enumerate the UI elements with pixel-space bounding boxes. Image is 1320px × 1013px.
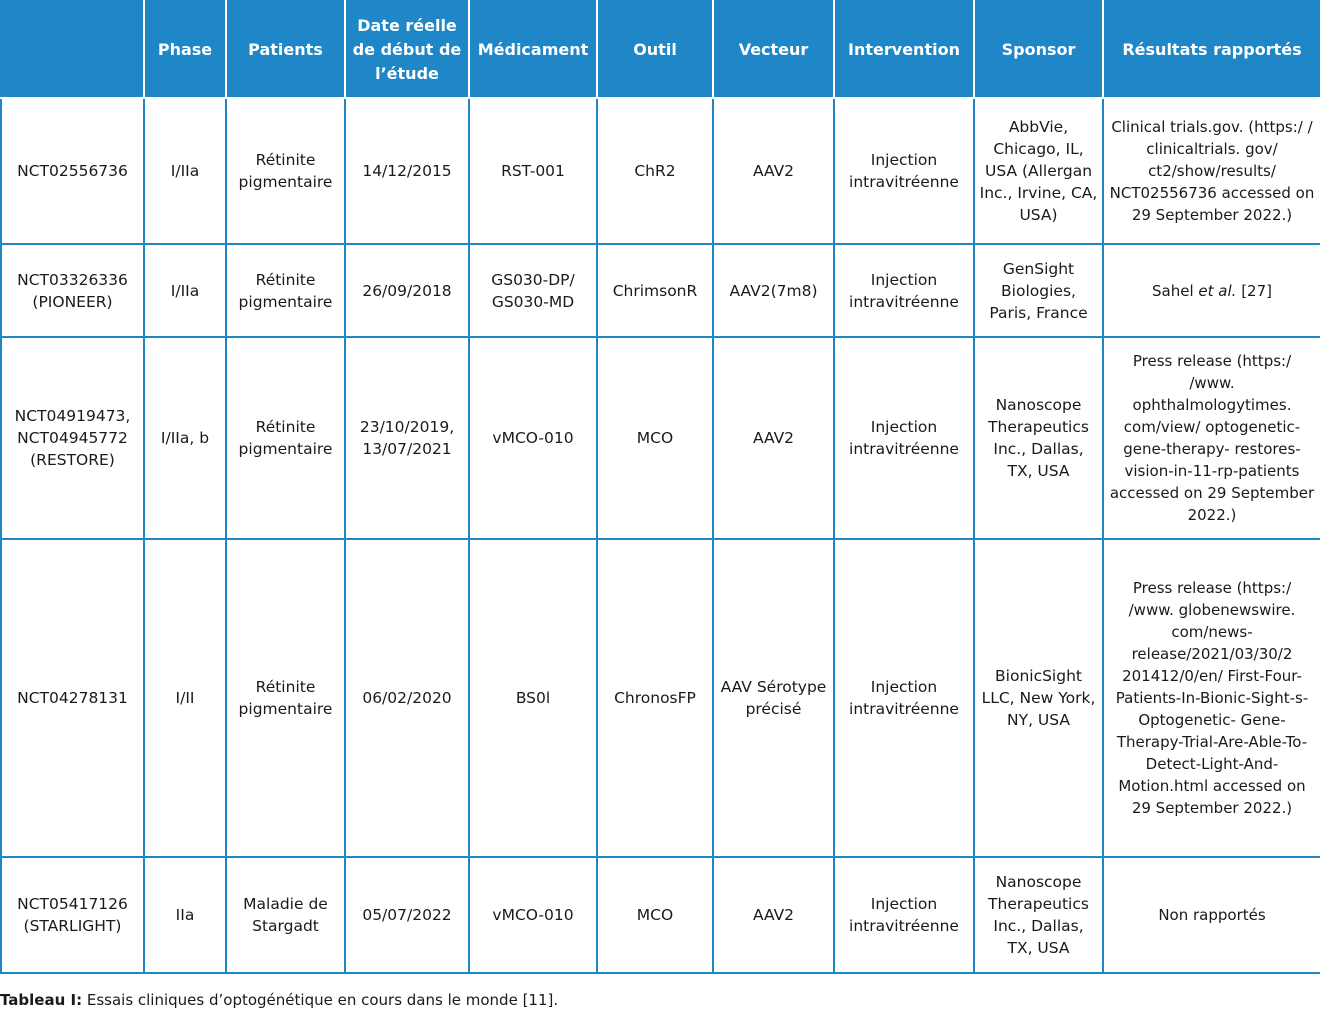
cell-phase: I/IIa <box>144 98 226 244</box>
cell-patients: Rétinite pigmentaire <box>226 337 345 539</box>
cell-tool: MCO <box>597 857 713 973</box>
cell-drug: vMCO-010 <box>469 337 597 539</box>
table-row <box>1 337 1320 539</box>
results-author: Sahel <box>1152 281 1199 300</box>
cell-start-date: 26/09/2018 <box>345 244 469 337</box>
header-drug: Médicament <box>469 1 597 98</box>
cell-sponsor: GenSight Biologies, Paris, France <box>974 244 1103 337</box>
table-row <box>1 857 1320 973</box>
cell-results <box>1103 244 1320 337</box>
cell-sponsor: BionicSight LLC, New York, NY, USA <box>974 539 1103 857</box>
cell-vector: AAV2 <box>713 337 834 539</box>
cell-intervention: Injection intravitréenne <box>834 857 974 973</box>
table-row <box>1 98 1320 244</box>
header-intervention: Intervention <box>834 1 974 98</box>
cell-vector: AAV Sérotype précisé <box>713 539 834 857</box>
cell-tool: ChR2 <box>597 98 713 244</box>
cell-intervention: Injection intravitréenne <box>834 337 974 539</box>
cell-vector: AAV2 <box>713 857 834 973</box>
cell-start-date: 14/12/2015 <box>345 98 469 244</box>
header-trial-id <box>1 1 144 98</box>
cell-tool: ChrimsonR <box>597 244 713 337</box>
cell-trial-id: NCT02556736 <box>1 98 144 244</box>
cell-patients: Rétinite pigmentaire <box>226 244 345 337</box>
caption-label: Tableau I: <box>0 991 83 1009</box>
header-phase: Phase <box>144 1 226 98</box>
cell-vector: AAV2(7m8) <box>713 244 834 337</box>
cell-sponsor: Nanoscope Therapeutics Inc., Dallas, TX, USA <box>974 337 1103 539</box>
table-caption <box>0 990 558 1010</box>
cell-start-date: 05/07/2022 <box>345 857 469 973</box>
cell-phase: I/IIa <box>144 244 226 337</box>
cell-results: Press release (https:/ /www. globenewswire. com/news-release/2021/03/30/2 201412/0/en/ First-Four-Patients-In-Bionic-Sight-s-Optogenetic- Gene-Therapy-Trial-Are-Able-To- Detect-Light-And-Motion.html accessed on 29 September 2022.) <box>1103 539 1320 857</box>
header-patients: Patients <box>226 1 345 98</box>
cell-vector: AAV2 <box>713 98 834 244</box>
header-results: Résultats rapportés <box>1103 1 1320 98</box>
cell-trial-id: NCT04919473, NCT04945772 (RESTORE) <box>1 337 144 539</box>
cell-patients: Rétinite pigmentaire <box>226 98 345 244</box>
cell-start-date: 23/10/2019, 13/07/2021 <box>345 337 469 539</box>
cell-trial-id: NCT04278131 <box>1 539 144 857</box>
cell-tool: MCO <box>597 337 713 539</box>
caption-text: Essais cliniques d’optogénétique en cours dans le monde [11]. <box>82 991 559 1009</box>
cell-results: Non rapportés <box>1103 857 1320 973</box>
cell-phase: I/II <box>144 539 226 857</box>
table-row <box>1 244 1320 337</box>
header-sponsor: Sponsor <box>974 1 1103 98</box>
cell-trial-id: NCT05417126 (STARLIGHT) <box>1 857 144 973</box>
cell-results: Press release (https:/ /www. ophthalmologytimes. com/view/ optogenetic-gene-therapy- restores-vision-in-11-rp-patients accessed on 29 September 2022.) <box>1103 337 1320 539</box>
results-reference: [27] <box>1236 281 1272 300</box>
cell-drug: GS030-DP/ GS030-MD <box>469 244 597 337</box>
cell-sponsor: Nanoscope Therapeutics Inc., Dallas, TX, USA <box>974 857 1103 973</box>
cell-phase: IIa <box>144 857 226 973</box>
cell-phase: I/IIa, b <box>144 337 226 539</box>
cell-drug: RST-001 <box>469 98 597 244</box>
cell-patients: Rétinite pigmentaire <box>226 539 345 857</box>
header-start-date: Date réelle de début de l’étude <box>345 1 469 98</box>
cell-intervention: Injection intravitréenne <box>834 539 974 857</box>
cell-patients: Maladie de Stargadt <box>226 857 345 973</box>
cell-tool: ChronosFP <box>597 539 713 857</box>
cell-intervention: Injection intravitréenne <box>834 98 974 244</box>
table-header-row <box>1 1 1320 98</box>
header-tool: Outil <box>597 1 713 98</box>
cell-drug: BS0l <box>469 539 597 857</box>
cell-sponsor: AbbVie, Chicago, IL, USA (Allergan Inc., Irvine, CA, USA) <box>974 98 1103 244</box>
table-row <box>1 539 1320 857</box>
cell-trial-id: NCT03326336 (PIONEER) <box>1 244 144 337</box>
cell-results: Clinical trials.gov. (https:/ / clinicaltrials. gov/ ct2/show/results/ NCT02556736 accessed on 29 September 2022.) <box>1103 98 1320 244</box>
cell-drug: vMCO-010 <box>469 857 597 973</box>
results-et-al: et al. <box>1198 281 1237 300</box>
cell-intervention: Injection intravitréenne <box>834 244 974 337</box>
header-vector: Vecteur <box>713 1 834 98</box>
cell-start-date: 06/02/2020 <box>345 539 469 857</box>
